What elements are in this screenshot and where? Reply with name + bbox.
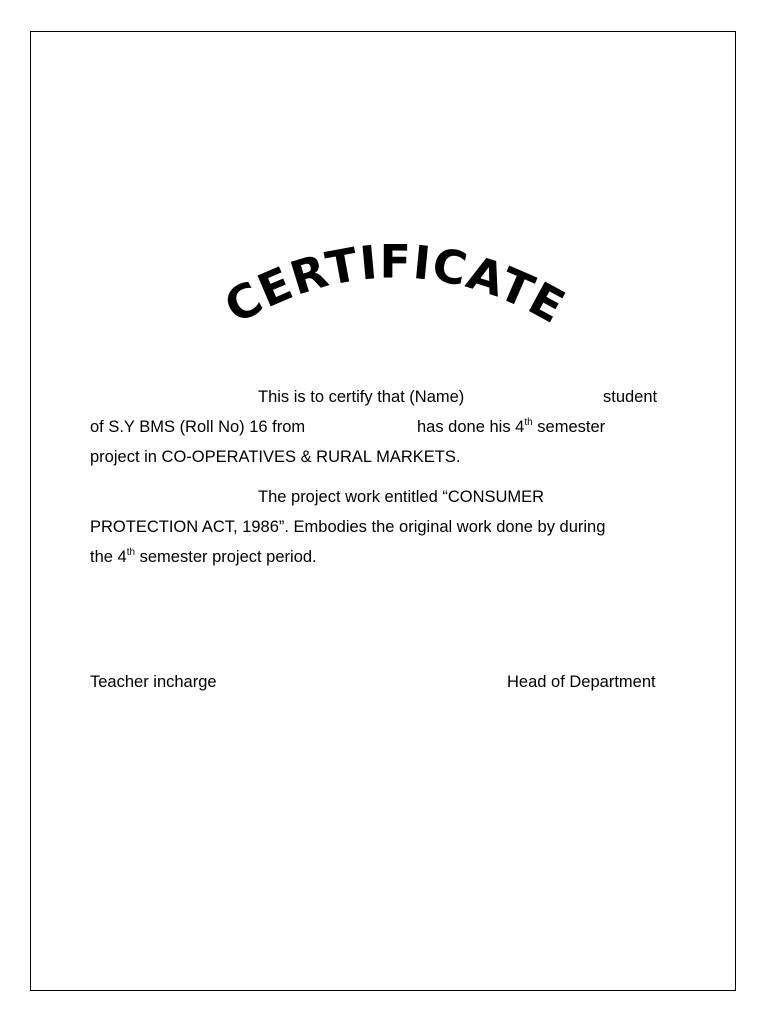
para1-ordinal-suffix: th [524,417,533,428]
para2-line1: The project work entitled “CONSUMER [258,488,545,506]
page-border [30,31,736,991]
teacher-signature-label: Teacher incharge [90,673,217,691]
para1-line2-end: semester [532,418,606,436]
para2-line2: PROTECTION ACT, 1986”. Embodies the original work done by during [90,518,606,536]
para1-line1-end: student [603,388,658,406]
certificate-title-path: CERTIFICATE [215,240,575,335]
para1-line1: This is to certify that (Name) [258,388,465,406]
para1-line3: project in CO-OPERATIVES & RURAL MARKETS. [90,448,461,466]
para1-line2-start: of S.Y BMS (Roll No) 16 from [90,418,306,436]
certificate-title [216,240,575,334]
hod-signature-label: Head of Department [507,673,656,691]
certificate-title-art [200,240,590,350]
para1-line2-mid [417,418,605,437]
para2-line3 [90,548,317,567]
para2-ordinal-suffix: th [126,547,136,558]
para1-line2-text: has done his 4 [417,418,525,436]
para2-line3-end: semester project period. [135,548,317,566]
para2-line3-start: the 4 [90,548,127,566]
